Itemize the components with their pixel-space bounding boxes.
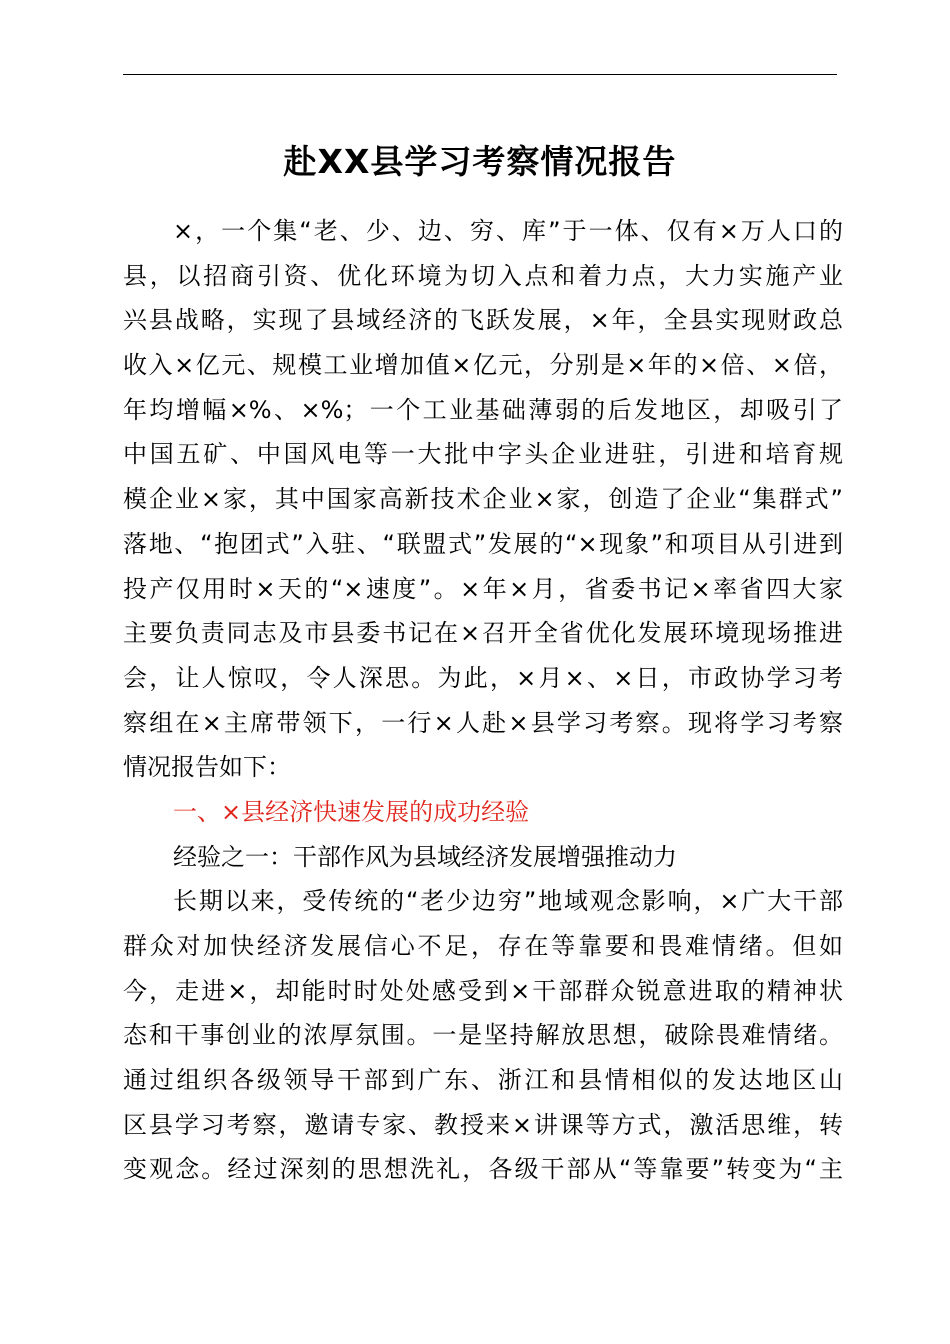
- paragraph-line: 中国五矿、中国风电等一大批中字头企业进驻，引进和培育规: [123, 440, 843, 469]
- document-body: [123, 209, 843, 1192]
- document-title: 赴XX县学习考察情况报告: [283, 142, 677, 181]
- paragraph-line: 模企业×家，其中国家高新技术企业×家，创造了企业“集群式”: [123, 485, 843, 514]
- paragraph-line: 长期以来，受传统的“老少边穷”地域观念影响，×广大干部: [173, 887, 843, 916]
- header-rule: [123, 74, 837, 75]
- paragraph-line: 年均增幅×%、×%；一个工业基础薄弱的后发地区，却吸引了: [123, 395, 843, 424]
- paragraph-line: 投产仅用时×天的“×速度”。×年×月，省委书记×率省四大家: [123, 574, 843, 603]
- paragraph-line: 察组在×主席带领下，一行×人赴×县学习考察。现将学习考察: [123, 708, 843, 737]
- paragraph-line: ×，一个集“老、少、边、穷、库”于一体、仅有×万人口的: [173, 217, 843, 245]
- paragraph-line: 情况报告如下：: [123, 753, 291, 782]
- paragraph-line: 通过组织各级领导干部到广东、浙江和县情相似的发达地区山: [123, 1066, 843, 1095]
- paragraph-line: 收入×亿元、规模工业增加值×亿元，分别是×年的×倍、×倍，: [123, 351, 843, 380]
- subheading: 经验之一：干部作风为县域经济发展增强推动力: [173, 842, 677, 871]
- paragraph-line: 主要负责同志及市县委书记在×召开全省优化发展环境现场推进: [123, 619, 843, 648]
- paragraph-line: 区县学习考察，邀请专家、教授来×讲课等方式，激活思维，转: [123, 1110, 843, 1139]
- paragraph-line: 态和干事创业的浓厚氛围。一是坚持解放思想，破除畏难情绪。: [123, 1021, 843, 1050]
- paragraph-line: 会，让人惊叹，令人深思。为此，×月×、×日，市政协学习考: [123, 663, 843, 692]
- paragraph-line: 落地、“抱团式”入驻、“联盟式”发展的“×现象”和项目从引进到: [123, 529, 843, 558]
- paragraph-line: 县，以招商引资、优化环境为切入点和着力点，大力实施产业: [123, 261, 843, 290]
- paragraph-line: 今，走进×，却能时时处处感受到×干部群众锐意进取的精神状: [123, 976, 843, 1005]
- paragraph-line: 群众对加快经济发展信心不足，存在等靠要和畏难情绪。但如: [123, 932, 843, 960]
- paragraph-line: 变观念。经过深刻的思想洗礼，各级干部从“等靠要”转变为“主: [123, 1155, 843, 1184]
- paragraph-line: 兴县战略，实现了县域经济的飞跃发展，×年，全县实现财政总: [123, 306, 843, 335]
- section-heading: 一、×县经济快速发展的成功经验: [173, 797, 530, 826]
